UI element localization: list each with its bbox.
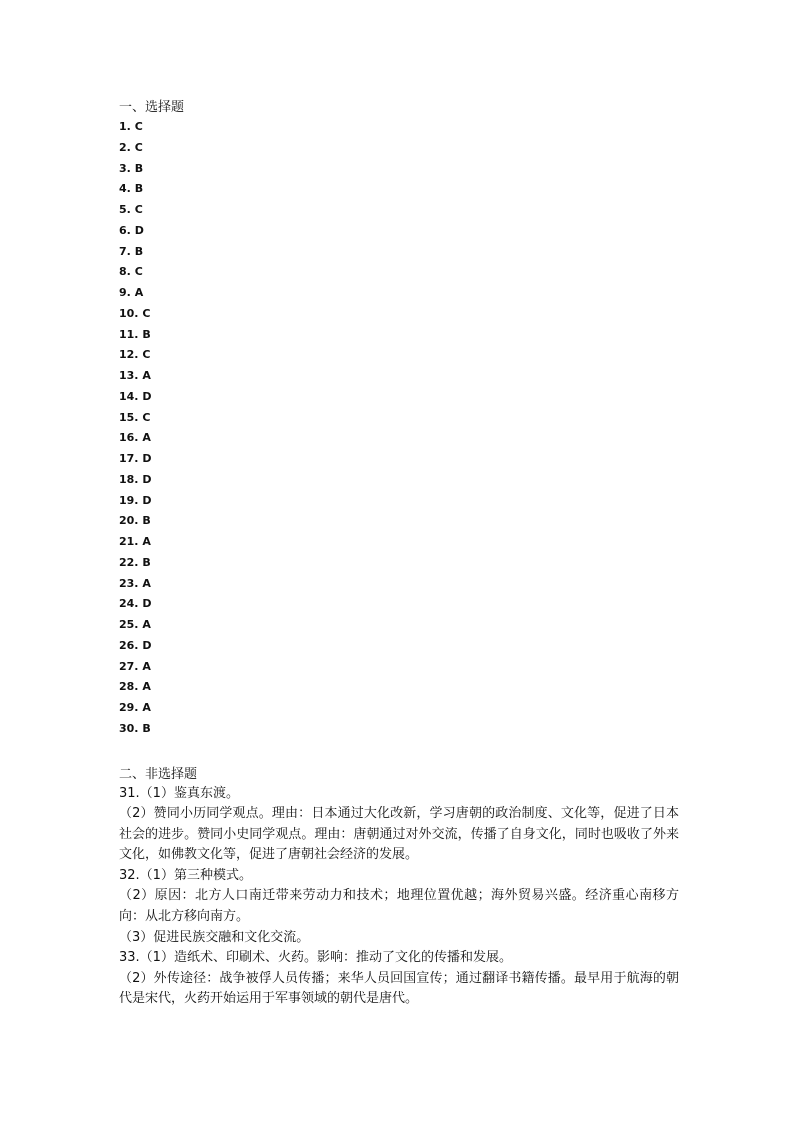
section-title-nonchoice: 二、非选择题 [119, 766, 198, 782]
answer-letter: C [142, 410, 151, 424]
answer-letter: C [134, 140, 143, 154]
answer-letter: A [142, 680, 151, 694]
choice-answer-item [119, 491, 679, 512]
answer-letter: D [142, 452, 152, 465]
answer-letter: C [134, 120, 143, 133]
answer-paragraph: （2）原因：北方人口南迁带来劳动力和技术；地理位置优越；海外贸易兴盛。经济重心南移方向：从北方移向南方。 [119, 888, 679, 925]
answer-paragraph: （2）赞同小历同学观点。理由：日本通过大化改新，学习唐朝的政治制度、文化等，促进了日本社会的进步。赞同小史同学观点。理由：唐朝通过对外交流，传播了自身文化，同时也吸收了外来文化，如佛教文化等，促进了唐朝社会经济的发展。 [119, 806, 679, 863]
question-number: 20. [119, 514, 139, 528]
question-number: 29. [119, 701, 139, 714]
answer-letter: A [142, 659, 151, 673]
answer-letter: B [142, 721, 151, 735]
question-number: 22. [119, 555, 139, 569]
question-number: 28. [119, 680, 139, 694]
section-title-choice: 一、选择题 [119, 100, 185, 115]
choice-answer-item [119, 242, 679, 263]
question-number: 18. [119, 472, 139, 486]
choice-answer-item [119, 325, 679, 346]
question-number: 4. [119, 182, 131, 196]
choice-answer-item [119, 553, 679, 574]
answer-letter: C [142, 306, 151, 320]
question-number: 5. [119, 203, 131, 216]
choice-answer-item [119, 449, 679, 470]
question-number: 6. [119, 223, 131, 237]
nonchoice-answer-block [119, 784, 679, 1011]
question-number: 10. [119, 306, 139, 320]
question-number: 27. [119, 659, 139, 673]
question-number: 8. [119, 265, 131, 279]
answer-paragraph: 33.（1）造纸术、印刷术、火药。影响：推动了文化的传播和发展。 [119, 950, 512, 966]
choice-answer-item [119, 408, 679, 429]
choice-answer-list [119, 117, 679, 740]
choice-answer-item [119, 532, 679, 553]
choice-answer-item [119, 594, 679, 615]
answer-letter: D [142, 493, 152, 507]
question-number: 23. [119, 576, 139, 590]
answer-paragraph: 32.（1）第三种模式。 [119, 867, 252, 883]
answer-sheet [119, 99, 679, 1010]
answer-letter: A [142, 369, 151, 382]
question-number: 19. [119, 493, 139, 507]
choice-answer-item [119, 428, 679, 449]
answer-letter: C [142, 348, 151, 362]
answer-letter: B [142, 514, 151, 528]
answer-letter: C [134, 265, 143, 279]
answer-letter: A [142, 618, 151, 631]
answer-letter: C [134, 203, 143, 216]
answer-letter: D [142, 597, 152, 611]
choice-answer-item [119, 304, 679, 325]
answer-letter: A [142, 576, 151, 590]
choice-answer-item [119, 470, 679, 491]
answer-letter: B [134, 161, 144, 175]
question-number: 11. [119, 327, 139, 341]
question-number: 17. [119, 452, 139, 465]
answer-letter: D [142, 389, 152, 403]
answer-letter: D [142, 638, 152, 652]
choice-answer-item [119, 719, 679, 740]
question-number: 16. [119, 431, 139, 445]
choice-answer-item [119, 345, 679, 366]
answer-letter: A [134, 286, 144, 299]
choice-answer-item [119, 636, 679, 657]
question-number: 1. [119, 120, 131, 133]
answer-paragraph: （2）外传途径：战争被俘人员传播；来华人员回国宣传；通过翻译书籍传播。最早用于航海的朝代是宋代，火药开始运用于军事领域的朝代是唐代。 [119, 970, 679, 1007]
question-number: 26. [119, 638, 139, 652]
choice-answer-item [119, 221, 679, 242]
question-number: 25. [119, 618, 139, 631]
choice-answer-item [119, 698, 679, 719]
question-number: 24. [119, 597, 139, 611]
answer-letter: B [142, 327, 151, 341]
choice-answer-item [119, 138, 679, 159]
answer-letter: A [142, 701, 151, 714]
choice-answer-item [119, 511, 679, 532]
answer-letter: B [142, 555, 151, 569]
question-number: 9. [119, 286, 131, 299]
section-gap [119, 740, 679, 766]
answer-paragraph: （3）促进民族交融和文化交流。 [119, 929, 310, 945]
answer-paragraph: 31.（1）鉴真东渡。 [119, 785, 239, 801]
choice-answer-item [119, 262, 679, 283]
question-number: 14. [119, 389, 139, 403]
answer-letter: D [142, 472, 152, 486]
choice-answer-item [119, 615, 679, 636]
question-number: 12. [119, 348, 139, 362]
choice-answer-item [119, 657, 679, 678]
choice-answer-item [119, 179, 679, 200]
choice-answer-item [119, 117, 679, 138]
question-number: 13. [119, 369, 139, 382]
question-number: 30. [119, 721, 139, 735]
question-number: 21. [119, 535, 139, 548]
choice-answer-item [119, 574, 679, 595]
answer-letter: D [134, 223, 144, 237]
answer-letter: A [142, 431, 151, 445]
choice-answer-item [119, 159, 679, 180]
question-number: 2. [119, 140, 131, 154]
question-number: 15. [119, 410, 139, 424]
answer-letter: A [142, 535, 151, 548]
answer-letter: B [134, 244, 144, 258]
answer-letter: B [134, 182, 144, 196]
choice-answer-item [119, 677, 679, 698]
choice-answer-item [119, 283, 679, 304]
choice-answer-item [119, 200, 679, 221]
question-number: 3. [119, 161, 131, 175]
choice-answer-item [119, 366, 679, 387]
question-number: 7. [119, 244, 131, 258]
choice-answer-item [119, 387, 679, 408]
